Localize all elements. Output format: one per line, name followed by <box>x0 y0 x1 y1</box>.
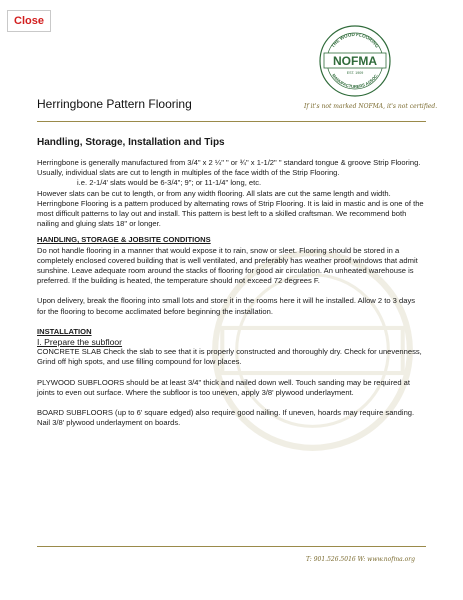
delivery-paragraph: Upon delivery, break the flooring into small lots and store it in the rooms here it will he installed. Allow 2 to 3 days for the flooring to become acclimated before beginning the installation. <box>37 296 416 316</box>
close-button[interactable]: Close <box>7 10 51 32</box>
page-title: Herringbone Pattern Flooring <box>37 97 192 111</box>
example-line: i.e. 2-1/4' slats would be 6-3/4"; 9"; or 11-1/4" long, etc. <box>77 178 262 188</box>
handling-heading: HANDLING, STORAGE & JOBSITE CONDITIONS <box>37 235 211 245</box>
svg-text:MANUFACTURERS ASSOC. <box>331 73 379 89</box>
header-divider <box>37 121 426 122</box>
contact-footer: T: 901.526.5016 W: www.nofma.org <box>306 556 415 563</box>
concrete-paragraph: CONCRETE SLAB Check the slab to see that it is properly constructed and thoroughly dry. Check for unevenness, Grind off high spots, and use filling compound for low places. <box>37 347 422 367</box>
document-body <box>37 137 425 428</box>
logo-arc-text: THE WOOD FLOORING <box>330 31 380 49</box>
footer-divider <box>37 546 426 547</box>
handling-paragraph: Do not handle flooring in a manner that would expose it to rain, snow or sleet. Flooring should be stored in a completely enclosed covered building that is well ventilated, and preferably has weather proof windows that admit sunshine. Leave adequate room around the stacks of flooring for good air circulation. An unheated warehouse is preferred. If the building is heated, the temperature should not exceed 72 degrees F. <box>37 245 418 286</box>
cut-paragraph: However slats can be cut to length, or from any width flooring. All slats are cut the same length and width. <box>37 188 391 198</box>
board-paragraph: BOARD SUBFLOORS (up to 6' square edged) also require good nailing. If uneven, hoards may require sanding. Nail 3/8' plywood underlayment on boards. <box>37 408 415 428</box>
plywood-paragraph: PLYWOOD SUBFLOORS should be at least 3/4" thick and nailed down well. Touch sanding may be required at joints to even out surface. Where the subfloor is too uneven, apply 3/8' plywood underlayment. <box>37 377 411 397</box>
logo-est: EST. 1909 <box>346 71 364 75</box>
pattern-paragraph: Herringbone Flooring is a pattern produced by alternating rows of Strip Flooring. It is laid in mastic and is one of the most difficult patterns to lay out and install. This pattern is best left to a skilled craftsman. We recommend both nailing and gluing slats 18" or longer. <box>37 198 424 229</box>
installation-heading: INSTALLATION <box>37 326 92 336</box>
logo-name: NOFMA <box>333 54 377 68</box>
intro-paragraph: Herringbone is generally manufactured from 3/4" x 2 ¼" " or ¾" x 1-1/2" " standard tongue & groove Strip Flooring. Usually, individual slats are cut to length in multiples of the face width of the Strip Flooring. <box>37 158 421 178</box>
subfloor-subheading: I. Prepare the subfloor <box>37 337 123 348</box>
logo-bottom-text: MANUFACTURERS ASSOC. <box>331 72 379 90</box>
svg-text:THE WOOD FLOORING <box>330 32 380 49</box>
tagline: If it's not marked NOFMA, it's not certified. <box>304 103 438 110</box>
nofma-logo <box>318 24 392 98</box>
section-heading: Handling, Storage, Installation and Tips <box>37 137 225 148</box>
